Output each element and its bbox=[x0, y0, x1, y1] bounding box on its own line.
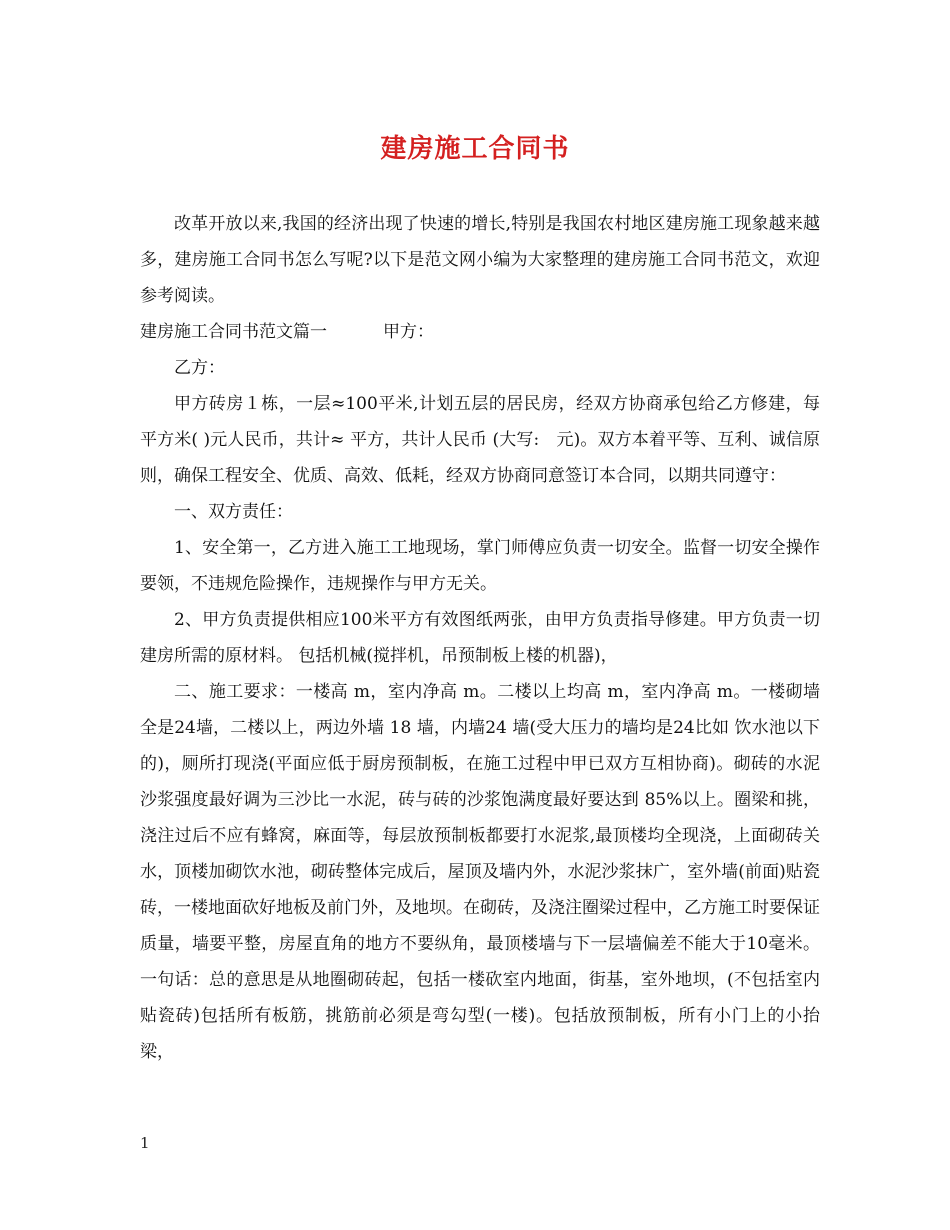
scope-paragraph: 甲方砖房１栋，一层≈100平米,计划五层的居民房，经双方协商承包给乙方修建，每平方米( )元人民币，共计≈ 平方，共计人民币 (大写: 元)。双方本着平等、互利、诚信原则，确保工程安全、优质、高效、低耗，经双方协商同意签订本合同，以期共同遵守： bbox=[140, 394, 820, 486]
intro-paragraph: 改革开放以来,我国的经济出现了快速的增长,特别是我国农村地区建房施工现象越来越多，建房施工合同书怎么写呢?以下是范文网小编为大家整理的建房施工合同书范文，欢迎参考阅读。 bbox=[140, 214, 820, 306]
responsibility-item-2: 2、甲方负责提供相应100米平方有效图纸两张，由甲方负责指导修建。甲方负责一切建房所需的原材料。 包括机械(搅拌机，吊预制板上楼的机器)， bbox=[140, 610, 820, 666]
party-b-label: 乙方： bbox=[174, 358, 225, 378]
page-number: 1 bbox=[140, 1134, 150, 1152]
document-body bbox=[140, 206, 820, 1070]
section-heading-line bbox=[140, 314, 820, 350]
party-a-label: 甲方： bbox=[383, 322, 434, 342]
responsibility-item-1: 1、安全第一，乙方进入施工工地现场，掌门师傅应负责一切安全。监督一切安全操作要领，不违规危险操作，违规操作与甲方无关。 bbox=[140, 538, 820, 594]
construction-requirements: 二、施工要求：一楼高 m，室内净高 m。二楼以上均高 m，室内净高 m。一楼砌墙全是24墙，二楼以上，两边外墙 18 墙，内墙24 墙(受大压力的墙均是24比如 饮水池以下的)，厕所打现浇(平面应低于厨房预制板，在施工过程中甲已双方互相协商)。砌砖的水泥沙浆强度最好调为三沙比一水泥，砖与砖的沙浆饱满度最好要达到 85%以上。圈梁和挑，浇注过后不应有蜂窝，麻面等，每层放预制板都要打水泥浆,最顶楼均全现浇，上面砌砖关水，顶楼加砌饮水池，砌砖整体完成后，屋顶及墙内外，水泥沙浆抹广，室外墙(前面)贴瓷砖，一楼地面砍好地板及前门外，及地坝。在砌砖，及浇注圈梁过程中，乙方施工时要保证质量，墙要平整，房屋直角的地方不要纵角，最顶楼墙与下一层墙偏差不能大于10毫米。一句话：总的意思是从地圈砌砖起，包括一楼砍室内地面，街基，室外地坝，(不包括室内贴瓷砖)包括所有板筋，挑筋前必须是弯勾型(一楼)。包括放预制板，所有小门上的小抬梁， bbox=[140, 682, 820, 1062]
document-title: 建房施工合同书 bbox=[380, 134, 570, 164]
section-heading: 建房施工合同书范文篇一 bbox=[140, 322, 327, 342]
responsibility-heading: 一、双方责任： bbox=[174, 502, 293, 522]
